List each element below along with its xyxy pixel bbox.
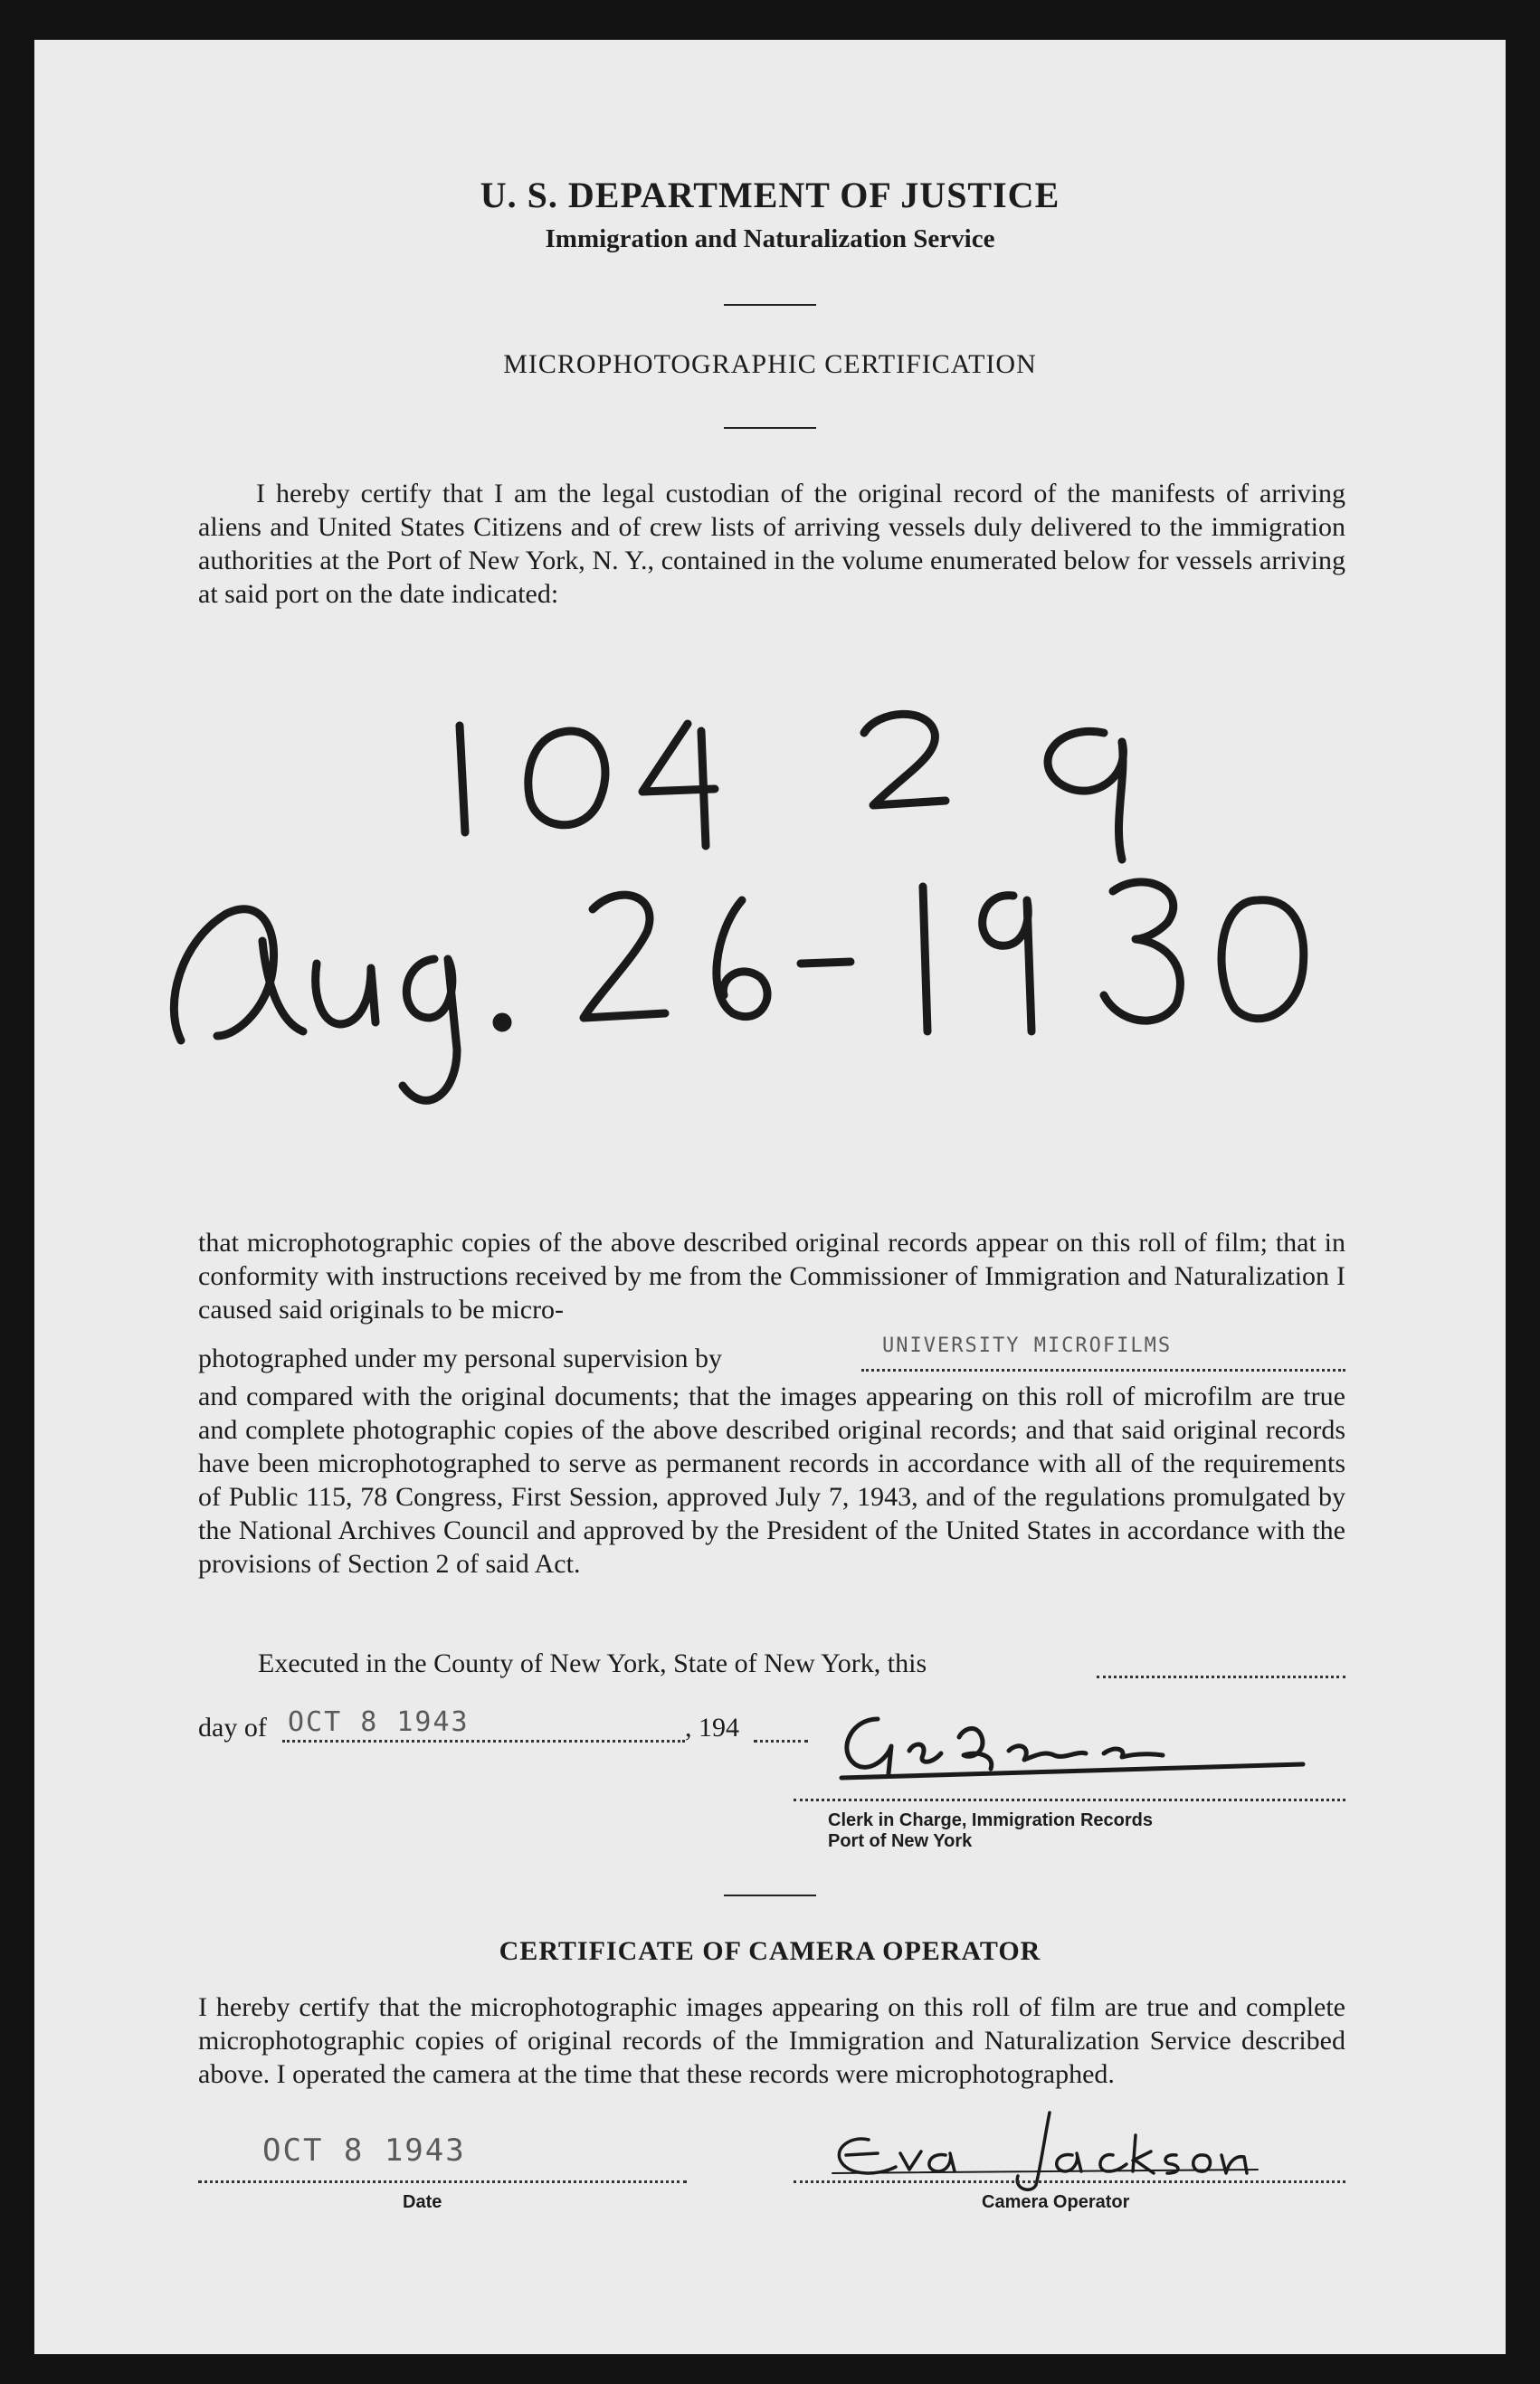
year-dotted-line [754,1740,808,1743]
service-subtitle: Immigration and Naturalization Service [545,224,995,253]
day-dotted-line [282,1740,685,1743]
clerk-signature [814,1701,1321,1791]
date-dotted-line [198,2180,687,2183]
handwritten-volume-date [127,706,1375,1131]
day-of-label: day of [198,1713,267,1743]
execution-date-stamp: OCT 8 1943 [288,1706,470,1738]
supervision-label: photographed under my personal supervision by [198,1344,723,1373]
department-title: U. S. DEPARTMENT OF JUSTICE [480,175,1060,215]
divider-rule [724,1895,816,1896]
operator-date-stamp: OCT 8 1943 [262,2132,466,2169]
camera-operator-paragraph: I hereby certify that the microphotographic images appearing on this roll of film are true and complete microphotographic copies of original records of the Immigration and Naturalization Service described above. I operated the camera at the time that these records were microphotographed. [198,1992,1345,2089]
year-label: , 194 [685,1713,739,1743]
camera-operator-signature [814,2099,1267,2199]
divider-rule [724,427,816,429]
body-paragraph-part1: that microphotographic copies of the above described original records appear on this roll of film; that in conformity with instructions received by me from the Commissioner of Immigration and Naturalization I caused said originals to be micro- [198,1228,1345,1325]
date-label: Date [403,2192,442,2212]
execution-dotted-line [1097,1676,1345,1678]
camera-operator-label: Camera Operator [982,2192,1130,2212]
divider-rule [724,304,816,306]
body-paragraph-part2: and compared with the original documents; that the images appearing on this roll of microfilm are true and complete photographic copies of the above described original records; and that said original records have been microphotographed to serve as permanent records in accordance with all of the requirements of Public 115, 78 Congress, First Session, approved July 7, 1943, and of the regulations promulgated by the National Archives Council and approved by the President of the United States in accordance with the provisions of Section 2 of said Act. [198,1382,1345,1579]
clerk-signature-line [794,1799,1345,1801]
intro-paragraph: I hereby certify that I am the legal custodian of the original record of the manifests of arriving aliens and United States Citizens and of crew lists of arriving vessels duly delivered to the immigration authorities at the Port of New York, N. Y., contained in the volume enumerated below for vessels arriving at said port on the date indicated: [198,479,1345,609]
operator-company-stamp: UNIVERSITY MICROFILMS [882,1334,1173,1357]
execution-line: Executed in the County of New York, State of New York, this [258,1648,927,1678]
clerk-title: Clerk in Charge, Immigration Records [828,1810,1153,1830]
certificate-title: MICROPHOTOGRAPHIC CERTIFICATION [503,349,1037,379]
camera-operator-heading: CERTIFICATE OF CAMERA OPERATOR [499,1936,1041,1966]
supervisor-dotted-line [861,1369,1345,1372]
clerk-port: Port of New York [828,1831,973,1851]
operator-signature-line [794,2180,1345,2183]
